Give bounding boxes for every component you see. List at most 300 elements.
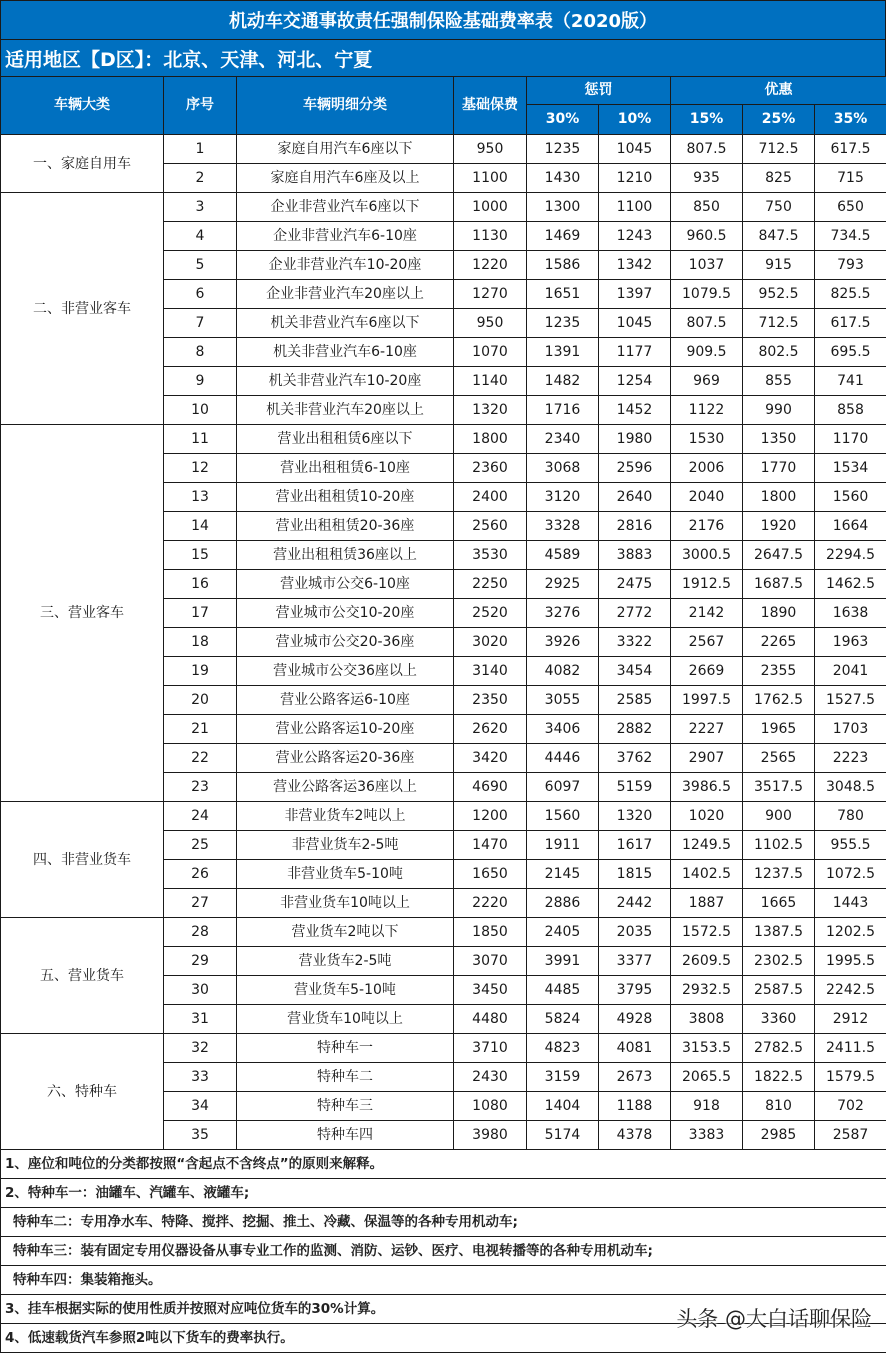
base-premium-cell: 1000: [454, 193, 527, 222]
detail-cell: 机关非营业汽车20座以上: [237, 396, 454, 425]
note-text: 特种车四：集装箱拖头。: [1, 1266, 886, 1295]
seq-cell: 19: [164, 657, 237, 686]
seq-cell: 15: [164, 541, 237, 570]
base-premium-cell: 3450: [454, 976, 527, 1005]
penalty-10-cell: 5159: [599, 773, 671, 802]
discount-35-cell: 2587: [815, 1121, 886, 1150]
header-category: 车辆大类: [1, 77, 164, 135]
detail-cell: 营业城市公交20-36座: [237, 628, 454, 657]
penalty-10-cell: 2596: [599, 454, 671, 483]
discount-25-cell: 2587.5: [743, 976, 815, 1005]
penalty-10-cell: 1980: [599, 425, 671, 454]
discount-15-cell: 3000.5: [671, 541, 743, 570]
seq-cell: 28: [164, 918, 237, 947]
discount-25-cell: 3517.5: [743, 773, 815, 802]
penalty-30-cell: 2340: [527, 425, 599, 454]
penalty-30-cell: 4446: [527, 744, 599, 773]
table-row: [1, 918, 886, 947]
note-row: [1, 1150, 886, 1179]
penalty-30-cell: 1716: [527, 396, 599, 425]
discount-15-cell: 2006: [671, 454, 743, 483]
detail-cell: 营业出租租赁6-10座: [237, 454, 454, 483]
discount-35-cell: 1170: [815, 425, 886, 454]
discount-35-cell: 695.5: [815, 338, 886, 367]
penalty-30-cell: 1235: [527, 135, 599, 164]
discount-35-cell: 793: [815, 251, 886, 280]
discount-15-cell: 2567: [671, 628, 743, 657]
discount-25-cell: 3360: [743, 1005, 815, 1034]
detail-cell: 营业出租租赁36座以上: [237, 541, 454, 570]
penalty-30-cell: 1404: [527, 1092, 599, 1121]
penalty-10-cell: 2772: [599, 599, 671, 628]
table-row: [1, 425, 886, 454]
discount-15-cell: 2065.5: [671, 1063, 743, 1092]
note-text: 2、特种车一：油罐车、汽罐车、液罐车;: [1, 1179, 886, 1208]
detail-cell: 企业非营业汽车6-10座: [237, 222, 454, 251]
seq-cell: 17: [164, 599, 237, 628]
penalty-30-cell: 3991: [527, 947, 599, 976]
penalty-10-cell: 1815: [599, 860, 671, 889]
seq-cell: 10: [164, 396, 237, 425]
penalty-10-cell: 3795: [599, 976, 671, 1005]
penalty-30-cell: 2405: [527, 918, 599, 947]
discount-35-cell: 2223: [815, 744, 886, 773]
discount-15-cell: 909.5: [671, 338, 743, 367]
header-penalty-10: 10%: [599, 105, 671, 135]
discount-15-cell: 2907: [671, 744, 743, 773]
detail-cell: 营业城市公交36座以上: [237, 657, 454, 686]
penalty-10-cell: 1617: [599, 831, 671, 860]
discount-35-cell: 2912: [815, 1005, 886, 1034]
discount-35-cell: 780: [815, 802, 886, 831]
detail-cell: 营业货车2吨以下: [237, 918, 454, 947]
discount-25-cell: 952.5: [743, 280, 815, 309]
discount-15-cell: 1887: [671, 889, 743, 918]
base-premium-cell: 2220: [454, 889, 527, 918]
seq-cell: 29: [164, 947, 237, 976]
base-premium-cell: 2620: [454, 715, 527, 744]
discount-15-cell: 2040: [671, 483, 743, 512]
penalty-10-cell: 2640: [599, 483, 671, 512]
seq-cell: 8: [164, 338, 237, 367]
discount-15-cell: 2932.5: [671, 976, 743, 1005]
base-premium-cell: 2520: [454, 599, 527, 628]
note-text: 1、座位和吨位的分类都按照“含起点不含终点”的原则来解释。: [1, 1150, 886, 1179]
penalty-30-cell: 4589: [527, 541, 599, 570]
detail-cell: 营业公路客运10-20座: [237, 715, 454, 744]
penalty-30-cell: 1586: [527, 251, 599, 280]
base-premium-cell: 1850: [454, 918, 527, 947]
seq-cell: 24: [164, 802, 237, 831]
penalty-10-cell: 1100: [599, 193, 671, 222]
discount-25-cell: 915: [743, 251, 815, 280]
penalty-30-cell: 3328: [527, 512, 599, 541]
discount-35-cell: 1462.5: [815, 570, 886, 599]
region-label: 适用地区【D区】：北京、天津、河北、宁夏: [0, 39, 886, 76]
discount-25-cell: 1665: [743, 889, 815, 918]
seq-cell: 27: [164, 889, 237, 918]
base-premium-cell: 1140: [454, 367, 527, 396]
discount-35-cell: 2242.5: [815, 976, 886, 1005]
penalty-10-cell: 1210: [599, 164, 671, 193]
seq-cell: 11: [164, 425, 237, 454]
discount-15-cell: 3986.5: [671, 773, 743, 802]
discount-35-cell: 1703: [815, 715, 886, 744]
discount-15-cell: 1037: [671, 251, 743, 280]
discount-15-cell: 1020: [671, 802, 743, 831]
note-row: [1, 1208, 886, 1237]
discount-15-cell: 1572.5: [671, 918, 743, 947]
discount-35-cell: 1579.5: [815, 1063, 886, 1092]
seq-cell: 16: [164, 570, 237, 599]
discount-15-cell: 969: [671, 367, 743, 396]
discount-35-cell: 702: [815, 1092, 886, 1121]
penalty-10-cell: 1243: [599, 222, 671, 251]
seq-cell: 21: [164, 715, 237, 744]
base-premium-cell: 1070: [454, 338, 527, 367]
base-premium-cell: 2400: [454, 483, 527, 512]
discount-25-cell: 900: [743, 802, 815, 831]
base-premium-cell: 3420: [454, 744, 527, 773]
discount-15-cell: 1530: [671, 425, 743, 454]
detail-cell: 营业货车10吨以上: [237, 1005, 454, 1034]
seq-cell: 35: [164, 1121, 237, 1150]
penalty-30-cell: 1560: [527, 802, 599, 831]
detail-cell: 营业出租租赁10-20座: [237, 483, 454, 512]
table-row: [1, 135, 886, 164]
seq-cell: 32: [164, 1034, 237, 1063]
discount-35-cell: 2294.5: [815, 541, 886, 570]
discount-15-cell: 2176: [671, 512, 743, 541]
discount-35-cell: 2041: [815, 657, 886, 686]
discount-35-cell: 1995.5: [815, 947, 886, 976]
penalty-30-cell: 3926: [527, 628, 599, 657]
detail-cell: 家庭自用汽车6座以下: [237, 135, 454, 164]
detail-cell: 机关非营业汽车10-20座: [237, 367, 454, 396]
seq-cell: 12: [164, 454, 237, 483]
detail-cell: 营业城市公交10-20座: [237, 599, 454, 628]
discount-35-cell: 741: [815, 367, 886, 396]
discount-35-cell: 1527.5: [815, 686, 886, 715]
discount-25-cell: 1770: [743, 454, 815, 483]
discount-25-cell: 855: [743, 367, 815, 396]
base-premium-cell: 1800: [454, 425, 527, 454]
category-cell: 一、家庭自用车: [1, 135, 164, 193]
detail-cell: 企业非营业汽车10-20座: [237, 251, 454, 280]
base-premium-cell: 1270: [454, 280, 527, 309]
penalty-30-cell: 2925: [527, 570, 599, 599]
penalty-10-cell: 1254: [599, 367, 671, 396]
header-discount-15: 15%: [671, 105, 743, 135]
note-text: 特种车二：专用净水车、特降、搅拌、挖掘、推土、冷藏、保温等的各种专用机动车;: [1, 1208, 886, 1237]
detail-cell: 企业非营业汽车6座以下: [237, 193, 454, 222]
penalty-10-cell: 2475: [599, 570, 671, 599]
penalty-10-cell: 2882: [599, 715, 671, 744]
discount-25-cell: 2355: [743, 657, 815, 686]
discount-35-cell: 1443: [815, 889, 886, 918]
base-premium-cell: 1080: [454, 1092, 527, 1121]
penalty-30-cell: 4082: [527, 657, 599, 686]
seq-cell: 20: [164, 686, 237, 715]
base-premium-cell: 1200: [454, 802, 527, 831]
penalty-30-cell: 3120: [527, 483, 599, 512]
note-row: [1, 1266, 886, 1295]
seq-cell: 22: [164, 744, 237, 773]
discount-35-cell: 1534: [815, 454, 886, 483]
note-text: 4、低速载货汽车参照2吨以下货车的费率执行。: [1, 1324, 886, 1353]
penalty-10-cell: 1045: [599, 309, 671, 338]
base-premium-cell: 950: [454, 135, 527, 164]
detail-cell: 营业城市公交6-10座: [237, 570, 454, 599]
discount-15-cell: 807.5: [671, 309, 743, 338]
discount-15-cell: 2609.5: [671, 947, 743, 976]
discount-25-cell: 1920: [743, 512, 815, 541]
detail-cell: 营业公路客运6-10座: [237, 686, 454, 715]
discount-25-cell: 750: [743, 193, 815, 222]
base-premium-cell: 2350: [454, 686, 527, 715]
discount-25-cell: 712.5: [743, 135, 815, 164]
penalty-30-cell: 3276: [527, 599, 599, 628]
discount-25-cell: 2302.5: [743, 947, 815, 976]
detail-cell: 非营业货车10吨以上: [237, 889, 454, 918]
penalty-30-cell: 1482: [527, 367, 599, 396]
seq-cell: 6: [164, 280, 237, 309]
discount-35-cell: 715: [815, 164, 886, 193]
penalty-10-cell: 3454: [599, 657, 671, 686]
discount-25-cell: 2985: [743, 1121, 815, 1150]
penalty-30-cell: 5824: [527, 1005, 599, 1034]
seq-cell: 31: [164, 1005, 237, 1034]
discount-25-cell: 1822.5: [743, 1063, 815, 1092]
penalty-10-cell: 1045: [599, 135, 671, 164]
detail-cell: 特种车二: [237, 1063, 454, 1092]
category-cell: 六、特种车: [1, 1034, 164, 1150]
penalty-10-cell: 4378: [599, 1121, 671, 1150]
note-row: [1, 1179, 886, 1208]
base-premium-cell: 3070: [454, 947, 527, 976]
rate-table: [0, 76, 886, 1353]
seq-cell: 4: [164, 222, 237, 251]
detail-cell: 特种车四: [237, 1121, 454, 1150]
seq-cell: 1: [164, 135, 237, 164]
discount-15-cell: 1249.5: [671, 831, 743, 860]
penalty-10-cell: 3377: [599, 947, 671, 976]
base-premium-cell: 1470: [454, 831, 527, 860]
base-premium-cell: 3710: [454, 1034, 527, 1063]
discount-25-cell: 1762.5: [743, 686, 815, 715]
discount-25-cell: 2782.5: [743, 1034, 815, 1063]
discount-35-cell: 1664: [815, 512, 886, 541]
seq-cell: 25: [164, 831, 237, 860]
base-premium-cell: 950: [454, 309, 527, 338]
penalty-30-cell: 5174: [527, 1121, 599, 1150]
seq-cell: 13: [164, 483, 237, 512]
base-premium-cell: 3020: [454, 628, 527, 657]
discount-25-cell: 2565: [743, 744, 815, 773]
penalty-30-cell: 2145: [527, 860, 599, 889]
table-title: 机动车交通事故责任强制保险基础费率表（2020版）: [0, 0, 886, 39]
header-penalty: 惩罚: [527, 77, 671, 105]
penalty-30-cell: 1391: [527, 338, 599, 367]
header-discount: 优惠: [671, 77, 886, 105]
discount-25-cell: 1890: [743, 599, 815, 628]
penalty-10-cell: 1452: [599, 396, 671, 425]
base-premium-cell: 1100: [454, 164, 527, 193]
detail-cell: 家庭自用汽车6座及以上: [237, 164, 454, 193]
category-cell: 二、非营业客车: [1, 193, 164, 425]
discount-25-cell: 847.5: [743, 222, 815, 251]
base-premium-cell: 1650: [454, 860, 527, 889]
discount-25-cell: 990: [743, 396, 815, 425]
detail-cell: 特种车三: [237, 1092, 454, 1121]
penalty-10-cell: 1177: [599, 338, 671, 367]
base-premium-cell: 1220: [454, 251, 527, 280]
discount-35-cell: 617.5: [815, 135, 886, 164]
penalty-30-cell: 3068: [527, 454, 599, 483]
penalty-10-cell: 3762: [599, 744, 671, 773]
seq-cell: 9: [164, 367, 237, 396]
note-text: 3、挂车根据实际的使用性质并按照对应吨位货车的30%计算。: [1, 1295, 886, 1324]
penalty-10-cell: 2673: [599, 1063, 671, 1092]
penalty-30-cell: 2886: [527, 889, 599, 918]
note-text: 特种车三：装有固定专用仪器设备从事专业工作的监测、消防、运钞、医疗、电视转播等的各种专用机动车;: [1, 1237, 886, 1266]
discount-25-cell: 1102.5: [743, 831, 815, 860]
discount-35-cell: 734.5: [815, 222, 886, 251]
penalty-10-cell: 1188: [599, 1092, 671, 1121]
discount-35-cell: 1638: [815, 599, 886, 628]
watermark: 头条 @大白话聊保险: [676, 1307, 872, 1331]
penalty-10-cell: 4081: [599, 1034, 671, 1063]
penalty-10-cell: 1320: [599, 802, 671, 831]
header-seq: 序号: [164, 77, 237, 135]
table-row: [1, 1034, 886, 1063]
base-premium-cell: 4690: [454, 773, 527, 802]
discount-15-cell: 1079.5: [671, 280, 743, 309]
penalty-10-cell: 4928: [599, 1005, 671, 1034]
discount-15-cell: 918: [671, 1092, 743, 1121]
detail-cell: 非营业货车5-10吨: [237, 860, 454, 889]
header-discount-25: 25%: [743, 105, 815, 135]
penalty-30-cell: 3055: [527, 686, 599, 715]
seq-cell: 7: [164, 309, 237, 338]
discount-35-cell: 825.5: [815, 280, 886, 309]
detail-cell: 机关非营业汽车6座以下: [237, 309, 454, 338]
penalty-10-cell: 3883: [599, 541, 671, 570]
penalty-30-cell: 6097: [527, 773, 599, 802]
discount-35-cell: 650: [815, 193, 886, 222]
penalty-30-cell: 4485: [527, 976, 599, 1005]
discount-15-cell: 3383: [671, 1121, 743, 1150]
detail-cell: 营业公路客运36座以上: [237, 773, 454, 802]
penalty-30-cell: 1430: [527, 164, 599, 193]
detail-cell: 机关非营业汽车6-10座: [237, 338, 454, 367]
discount-25-cell: 2265: [743, 628, 815, 657]
base-premium-cell: 4480: [454, 1005, 527, 1034]
discount-15-cell: 2669: [671, 657, 743, 686]
penalty-30-cell: 1235: [527, 309, 599, 338]
discount-15-cell: 1402.5: [671, 860, 743, 889]
seq-cell: 30: [164, 976, 237, 1005]
penalty-10-cell: 1397: [599, 280, 671, 309]
discount-15-cell: 807.5: [671, 135, 743, 164]
penalty-10-cell: 2442: [599, 889, 671, 918]
note-row: [1, 1237, 886, 1266]
base-premium-cell: 1130: [454, 222, 527, 251]
category-cell: 四、非营业货车: [1, 802, 164, 918]
discount-35-cell: 2411.5: [815, 1034, 886, 1063]
penalty-30-cell: 1469: [527, 222, 599, 251]
base-premium-cell: 3980: [454, 1121, 527, 1150]
discount-15-cell: 1122: [671, 396, 743, 425]
seq-cell: 26: [164, 860, 237, 889]
discount-25-cell: 802.5: [743, 338, 815, 367]
seq-cell: 23: [164, 773, 237, 802]
base-premium-cell: 2250: [454, 570, 527, 599]
table-row: [1, 193, 886, 222]
seq-cell: 33: [164, 1063, 237, 1092]
base-premium-cell: 3530: [454, 541, 527, 570]
penalty-30-cell: 4823: [527, 1034, 599, 1063]
detail-cell: 企业非营业汽车20座以上: [237, 280, 454, 309]
penalty-10-cell: 2585: [599, 686, 671, 715]
header-discount-35: 35%: [815, 105, 886, 135]
base-premium-cell: 2430: [454, 1063, 527, 1092]
detail-cell: 非营业货车2-5吨: [237, 831, 454, 860]
discount-25-cell: 712.5: [743, 309, 815, 338]
discount-25-cell: 810: [743, 1092, 815, 1121]
penalty-10-cell: 2035: [599, 918, 671, 947]
detail-cell: 营业货车2-5吨: [237, 947, 454, 976]
discount-15-cell: 3808: [671, 1005, 743, 1034]
header-base-premium: 基础保费: [454, 77, 527, 135]
base-premium-cell: 2360: [454, 454, 527, 483]
discount-35-cell: 3048.5: [815, 773, 886, 802]
discount-25-cell: 1965: [743, 715, 815, 744]
discount-35-cell: 858: [815, 396, 886, 425]
detail-cell: 营业出租租赁20-36座: [237, 512, 454, 541]
discount-15-cell: 850: [671, 193, 743, 222]
penalty-30-cell: 3406: [527, 715, 599, 744]
category-cell: 三、营业客车: [1, 425, 164, 802]
discount-25-cell: 2647.5: [743, 541, 815, 570]
category-cell: 五、营业货车: [1, 918, 164, 1034]
discount-25-cell: 1387.5: [743, 918, 815, 947]
detail-cell: 营业货车5-10吨: [237, 976, 454, 1005]
seq-cell: 34: [164, 1092, 237, 1121]
penalty-10-cell: 3322: [599, 628, 671, 657]
penalty-30-cell: 1300: [527, 193, 599, 222]
header-penalty-30: 30%: [527, 105, 599, 135]
base-premium-cell: 3140: [454, 657, 527, 686]
discount-15-cell: 2227: [671, 715, 743, 744]
detail-cell: 营业公路客运20-36座: [237, 744, 454, 773]
penalty-30-cell: 1651: [527, 280, 599, 309]
discount-15-cell: 1912.5: [671, 570, 743, 599]
detail-cell: 特种车一: [237, 1034, 454, 1063]
discount-35-cell: 617.5: [815, 309, 886, 338]
seq-cell: 5: [164, 251, 237, 280]
table-row: [1, 802, 886, 831]
discount-15-cell: 960.5: [671, 222, 743, 251]
base-premium-cell: 2560: [454, 512, 527, 541]
discount-15-cell: 3153.5: [671, 1034, 743, 1063]
detail-cell: 非营业货车2吨以上: [237, 802, 454, 831]
discount-35-cell: 1202.5: [815, 918, 886, 947]
rate-table-body: [1, 135, 886, 1150]
discount-15-cell: 935: [671, 164, 743, 193]
discount-15-cell: 1997.5: [671, 686, 743, 715]
discount-35-cell: 955.5: [815, 831, 886, 860]
